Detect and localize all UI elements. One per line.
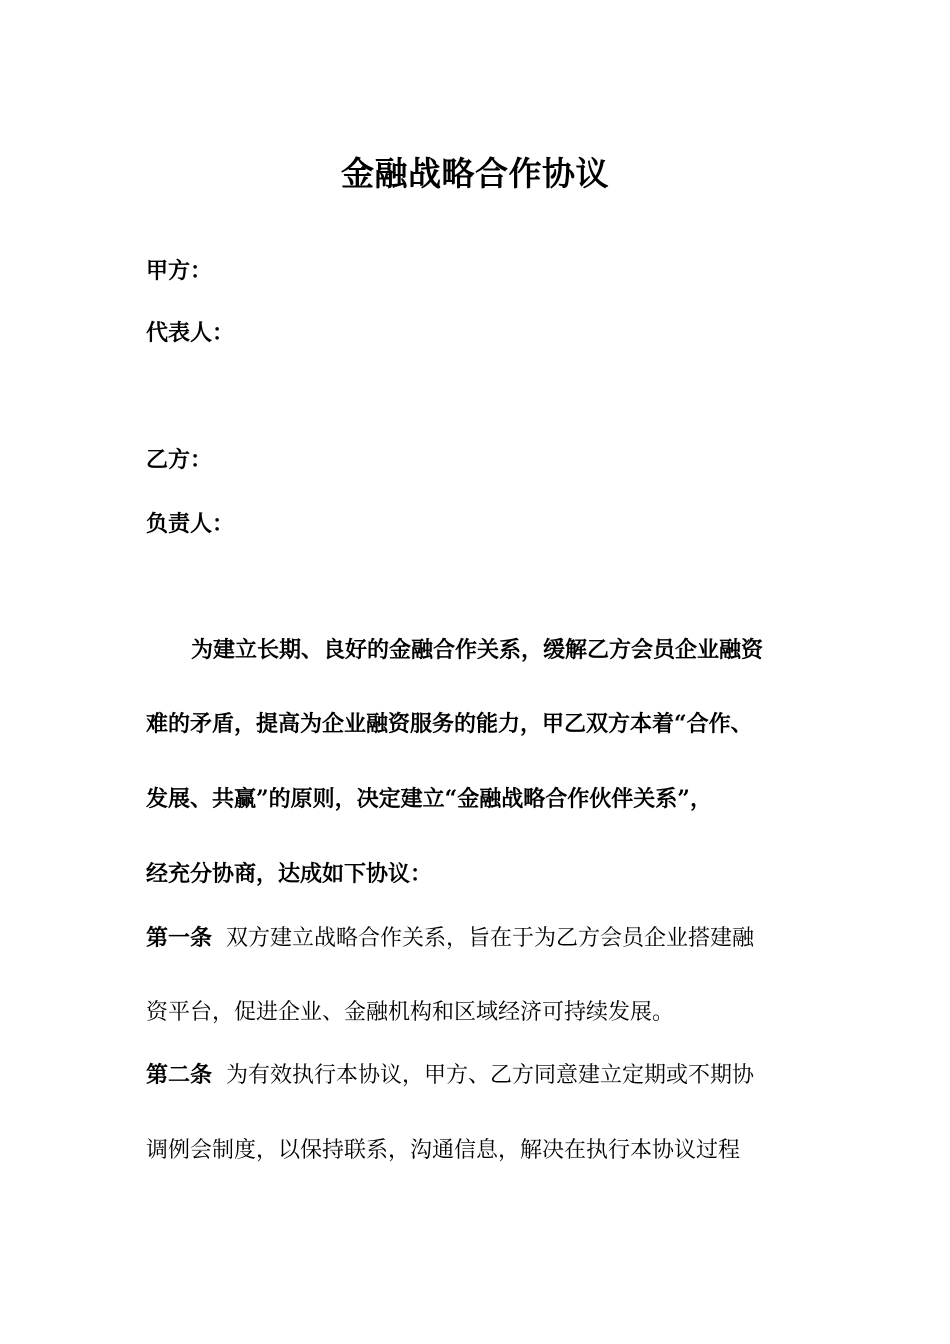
article-1 xyxy=(146,921,754,952)
preamble-line: 发展、共赢”的原则，决定建立“金融战略合作伙伴关系”， xyxy=(146,786,712,812)
page-title: 金融战略合作协议 xyxy=(341,154,609,193)
preamble-line: 经充分协商，达成如下协议： xyxy=(146,861,433,887)
article-1-text: 双方建立战略合作关系，旨在于为乙方会员企业搭建融 xyxy=(226,926,755,951)
article-1-label: 第一条 xyxy=(146,925,213,951)
party-b-responsible-label: 负责人： xyxy=(146,511,235,537)
article-2-continuation: 调例会制度，以保持联系，沟通信息，解决在执行本协议过程 xyxy=(146,1138,741,1163)
party-a-representative-label: 代表人： xyxy=(146,320,235,346)
article-2-text: 为有效执行本协议，甲方、乙方同意建立定期或不期协 xyxy=(226,1063,755,1088)
article-2-label: 第二条 xyxy=(146,1062,213,1088)
party-a-label: 甲方： xyxy=(146,258,213,284)
preamble-line: 难的矛盾，提高为企业融资服务的能力，甲乙双方本着“合作、 xyxy=(146,711,753,737)
party-b-label: 乙方： xyxy=(146,447,213,473)
article-1-continuation: 资平台，促进企业、金融机构和区域经济可持续发展。 xyxy=(146,1000,675,1025)
preamble-line: 为建立长期、良好的金融合作关系，缓解乙方会员企业融资 xyxy=(191,637,764,663)
article-2 xyxy=(146,1058,754,1089)
